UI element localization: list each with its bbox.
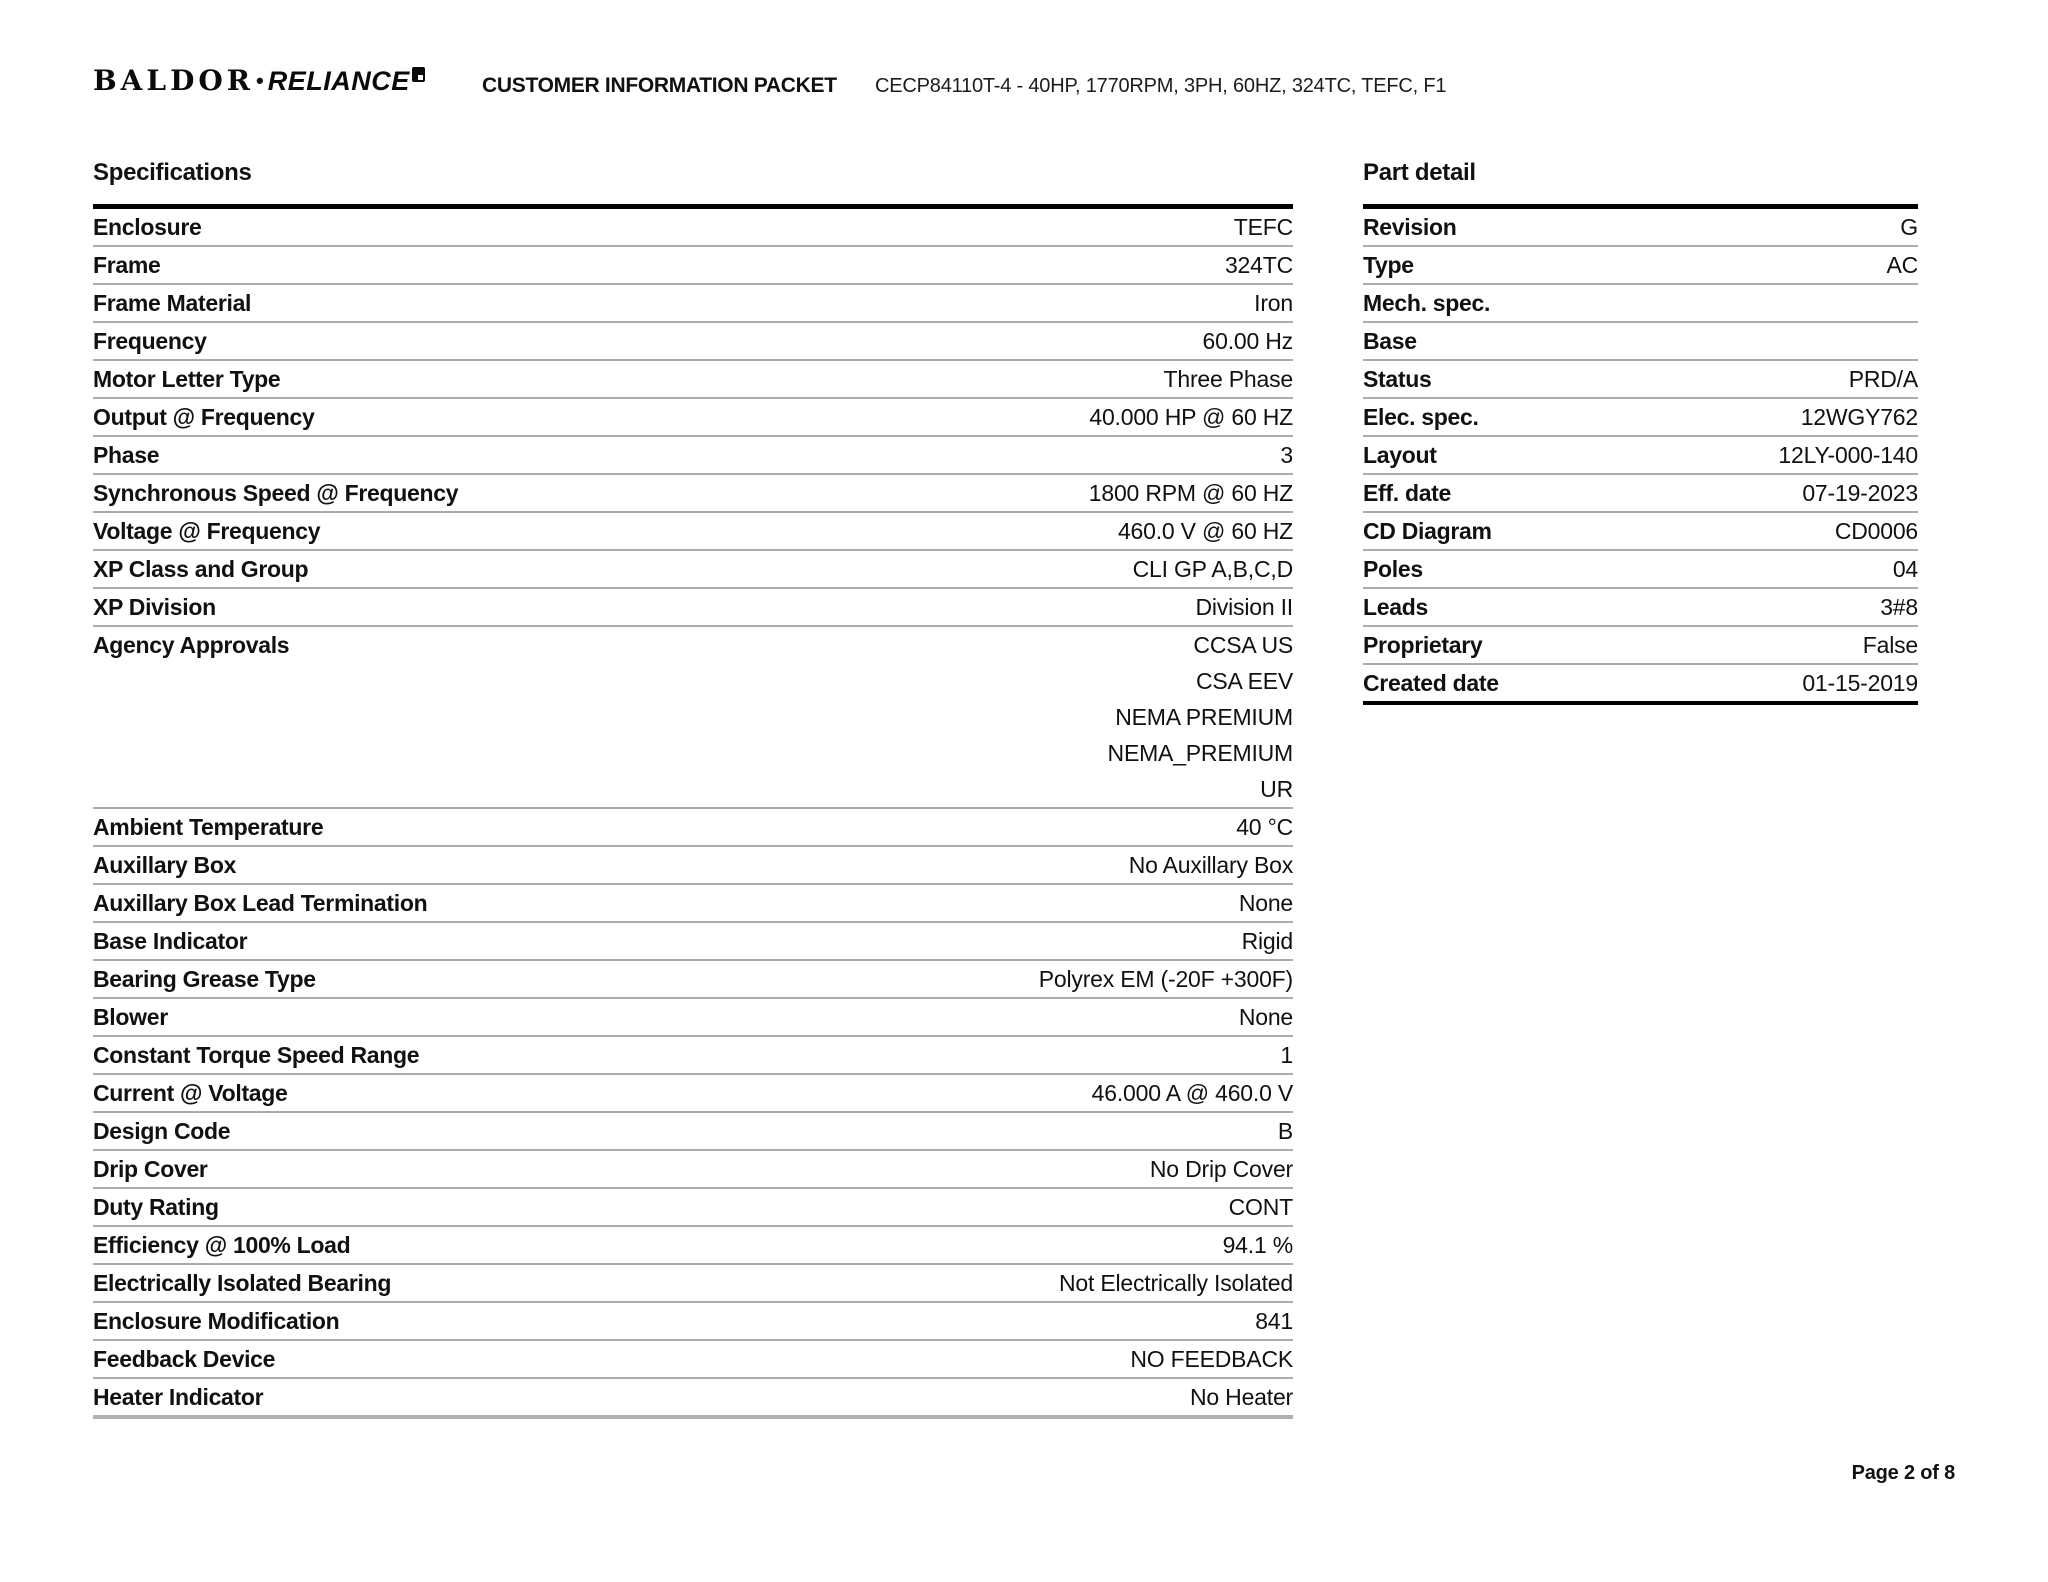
spec-value-line: Not Electrically Isolated <box>1058 1270 1293 1296</box>
part-row <box>1363 665 1918 705</box>
spec-row <box>93 885 1293 923</box>
spec-value <box>275 1341 1293 1377</box>
spec-value <box>320 513 1293 549</box>
spec-label: Constant Torque Speed Range <box>93 1042 420 1068</box>
part-value-line <box>1417 323 1918 359</box>
spec-value-line: 841 <box>1255 1308 1293 1334</box>
part-value-line: PRD/A <box>1848 366 1918 392</box>
spec-value-line: Iron <box>1254 290 1293 316</box>
spec-label: Synchronous Speed @ Frequency <box>93 480 459 506</box>
part-detail-title: Part detail <box>1363 159 1476 186</box>
spec-label: Efficiency @ 100% Load <box>93 1232 351 1258</box>
part-value <box>1492 513 1918 549</box>
part-value-line: CD0006 <box>1834 518 1918 544</box>
spec-label: Frame <box>93 252 161 278</box>
spec-label: Enclosure Modification <box>93 1308 340 1334</box>
spec-value-line: 94.1 % <box>1222 1232 1293 1258</box>
spec-row <box>93 627 1293 809</box>
spec-row <box>93 589 1293 627</box>
spec-value-line: Polyrex EM (-20F +300F) <box>1038 966 1293 992</box>
spec-value <box>263 1379 1293 1415</box>
spec-label: Auxillary Box Lead Termination <box>93 890 428 916</box>
spec-label: Enclosure <box>93 214 202 240</box>
spec-label: Duty Rating <box>93 1194 219 1220</box>
spec-row <box>93 437 1293 475</box>
spec-value-line: No Drip Cover <box>1149 1156 1293 1182</box>
spec-value <box>289 627 1293 807</box>
part-value <box>1456 209 1918 245</box>
page-number: Page 2 of 8 <box>1851 1462 1955 1484</box>
spec-value <box>280 361 1293 397</box>
specifications-table <box>93 204 1293 1419</box>
part-value <box>1423 551 1918 587</box>
spec-label: Phase <box>93 442 160 468</box>
spec-value <box>316 961 1293 997</box>
spec-row <box>93 1075 1293 1113</box>
spec-label: Heater Indicator <box>93 1384 264 1410</box>
spec-value <box>458 475 1293 511</box>
spec-row <box>93 323 1293 361</box>
spec-value <box>391 1265 1293 1301</box>
spec-value <box>202 209 1293 245</box>
specifications-title: Specifications <box>93 159 252 186</box>
spec-row <box>93 1379 1293 1419</box>
spec-row <box>93 1303 1293 1341</box>
part-label: Revision <box>1363 214 1457 240</box>
part-label: Layout <box>1363 442 1437 468</box>
spec-value-line: 1800 RPM @ 60 HZ <box>1088 480 1293 506</box>
part-value <box>1482 627 1918 663</box>
part-row <box>1363 209 1918 247</box>
spec-row <box>93 209 1293 247</box>
spec-label: Bearing Grease Type <box>93 966 316 992</box>
spec-value-line: None <box>1238 890 1293 916</box>
registered-mark-icon <box>412 67 425 82</box>
spec-value-line: None <box>1238 1004 1293 1030</box>
spec-row <box>93 247 1293 285</box>
spec-value <box>168 999 1293 1035</box>
spec-label: Drip Cover <box>93 1156 208 1182</box>
brand-logo <box>93 64 425 97</box>
spec-label: Electrically Isolated Bearing <box>93 1270 392 1296</box>
spec-value-line: CLI GP A,B,C,D <box>1132 556 1293 582</box>
spec-value-line: NEMA PREMIUM <box>1115 704 1293 730</box>
spec-value-line: TEFC <box>1233 214 1293 240</box>
spec-row <box>93 1227 1293 1265</box>
spec-label: Frequency <box>93 328 207 354</box>
spec-value-line: 40.000 HP @ 60 HZ <box>1089 404 1293 430</box>
spec-value-line: 46.000 A @ 460.0 V <box>1091 1080 1293 1106</box>
spec-row <box>93 961 1293 999</box>
spec-value <box>251 285 1293 321</box>
spec-label: Agency Approvals <box>93 632 290 658</box>
spec-label: Current @ Voltage <box>93 1080 288 1106</box>
part-value <box>1417 323 1918 359</box>
spec-value <box>219 1189 1293 1225</box>
spec-value <box>230 1113 1293 1149</box>
spec-label: Blower <box>93 1004 168 1030</box>
part-row <box>1363 437 1918 475</box>
part-label: Mech. spec. <box>1363 290 1491 316</box>
spec-row <box>93 551 1293 589</box>
part-row <box>1363 361 1918 399</box>
spec-label: Motor Letter Type <box>93 366 281 392</box>
specifications-section <box>93 160 1293 1419</box>
spec-value-line: UR <box>1260 776 1293 802</box>
spec-value-line: NEMA_PREMIUM <box>1107 740 1293 766</box>
part-label: Leads <box>1363 594 1428 620</box>
spec-label: Ambient Temperature <box>93 814 324 840</box>
spec-value <box>207 323 1293 359</box>
part-label: Type <box>1363 252 1414 278</box>
part-value-line: G <box>1900 214 1918 240</box>
spec-row <box>93 399 1293 437</box>
spec-value-line: 60.00 Hz <box>1202 328 1293 354</box>
spec-row <box>93 475 1293 513</box>
spec-value <box>216 589 1293 625</box>
spec-value <box>208 1151 1293 1187</box>
part-value-line: 12WGY762 <box>1800 404 1918 430</box>
spec-row <box>93 1037 1293 1075</box>
spec-value-line: NO FEEDBACK <box>1130 1346 1293 1372</box>
spec-value <box>339 1303 1293 1339</box>
part-row <box>1363 589 1918 627</box>
spec-value-line: CCSA US <box>1193 632 1293 658</box>
part-row <box>1363 513 1918 551</box>
spec-row <box>93 923 1293 961</box>
document-title: CUSTOMER INFORMATION PACKET <box>482 74 837 97</box>
spec-row <box>93 1151 1293 1189</box>
spec-value-line: B <box>1277 1118 1293 1144</box>
spec-value-line: 1 <box>1280 1042 1293 1068</box>
spec-label: Output @ Frequency <box>93 404 315 430</box>
part-detail-table <box>1363 204 1918 705</box>
spec-row <box>93 809 1293 847</box>
spec-label: Feedback Device <box>93 1346 276 1372</box>
part-value-line: 04 <box>1892 556 1918 582</box>
spec-value <box>419 1037 1293 1073</box>
spec-value-line: No Heater <box>1189 1384 1293 1410</box>
spec-label: XP Class and Group <box>93 556 309 582</box>
brand-separator-dot: • <box>256 68 264 93</box>
part-label: Proprietary <box>1363 632 1483 658</box>
spec-value-line: 40 °C <box>1236 814 1293 840</box>
spec-value <box>314 399 1293 435</box>
spec-value <box>236 847 1293 883</box>
part-label: Poles <box>1363 556 1423 582</box>
spec-value <box>247 923 1293 959</box>
spec-value-line: Three Phase <box>1163 366 1293 392</box>
part-value <box>1479 399 1918 435</box>
spec-row <box>93 513 1293 551</box>
brand-baldor: BALDOR <box>93 64 255 97</box>
part-detail-section <box>1363 160 1918 705</box>
part-label: CD Diagram <box>1363 518 1492 544</box>
part-value <box>1432 361 1919 397</box>
part-value <box>1490 285 1918 321</box>
spec-value <box>427 885 1293 921</box>
part-label: Created date <box>1363 670 1499 696</box>
part-value <box>1437 437 1918 473</box>
spec-row <box>93 1189 1293 1227</box>
spec-value-line: 460.0 V @ 60 HZ <box>1117 518 1293 544</box>
spec-value <box>288 1075 1293 1111</box>
spec-row <box>93 1341 1293 1379</box>
part-label: Status <box>1363 366 1432 392</box>
spec-row <box>93 285 1293 323</box>
spec-value-line: CSA EEV <box>1195 668 1293 694</box>
part-value-line: AC <box>1886 252 1918 278</box>
part-value-line <box>1490 285 1918 321</box>
spec-value-line: 3 <box>1280 442 1293 468</box>
part-value <box>1414 247 1918 283</box>
spec-label: Auxillary Box <box>93 852 237 878</box>
part-row <box>1363 551 1918 589</box>
spec-value-line: Division II <box>1195 594 1293 620</box>
part-label: Eff. date <box>1363 480 1452 506</box>
spec-label: Design Code <box>93 1118 231 1144</box>
spec-row <box>93 847 1293 885</box>
spec-value-line: Rigid <box>1241 928 1293 954</box>
part-value <box>1451 475 1918 511</box>
spec-value <box>308 551 1293 587</box>
spec-label: Voltage @ Frequency <box>93 518 321 544</box>
spec-value-line: No Auxillary Box <box>1128 852 1293 878</box>
part-value-line: 12LY-000-140 <box>1778 442 1918 468</box>
spec-row <box>93 999 1293 1037</box>
part-value <box>1499 665 1918 701</box>
spec-value-line: CONT <box>1228 1194 1293 1220</box>
part-row <box>1363 475 1918 513</box>
spec-row <box>93 1265 1293 1303</box>
brand-reliance: RELIANCE <box>267 66 410 96</box>
spec-value <box>323 809 1293 845</box>
spec-row <box>93 1113 1293 1151</box>
part-label: Base <box>1363 328 1417 354</box>
part-row <box>1363 399 1918 437</box>
spec-label: Frame Material <box>93 290 252 316</box>
part-value-line: 3#8 <box>1880 594 1918 620</box>
part-number-summary: CECP84110T-4 - 40HP, 1770RPM, 3PH, 60HZ, 324TC, TEFC, F1 <box>875 75 1447 97</box>
spec-value-line: 324TC <box>1224 252 1293 278</box>
part-row <box>1363 285 1918 323</box>
part-row <box>1363 247 1918 285</box>
part-value-line: 07-19-2023 <box>1802 480 1918 506</box>
spec-value <box>350 1227 1293 1263</box>
spec-value <box>159 437 1293 473</box>
part-value <box>1428 589 1918 625</box>
part-label: Elec. spec. <box>1363 404 1479 430</box>
spec-row <box>93 361 1293 399</box>
part-value-line: False <box>1862 632 1918 658</box>
spec-label: XP Division <box>93 594 216 620</box>
part-value-line: 01-15-2019 <box>1802 670 1918 696</box>
spec-label: Base Indicator <box>93 928 248 954</box>
spec-value <box>161 247 1293 283</box>
part-row <box>1363 627 1918 665</box>
part-row <box>1363 323 1918 361</box>
